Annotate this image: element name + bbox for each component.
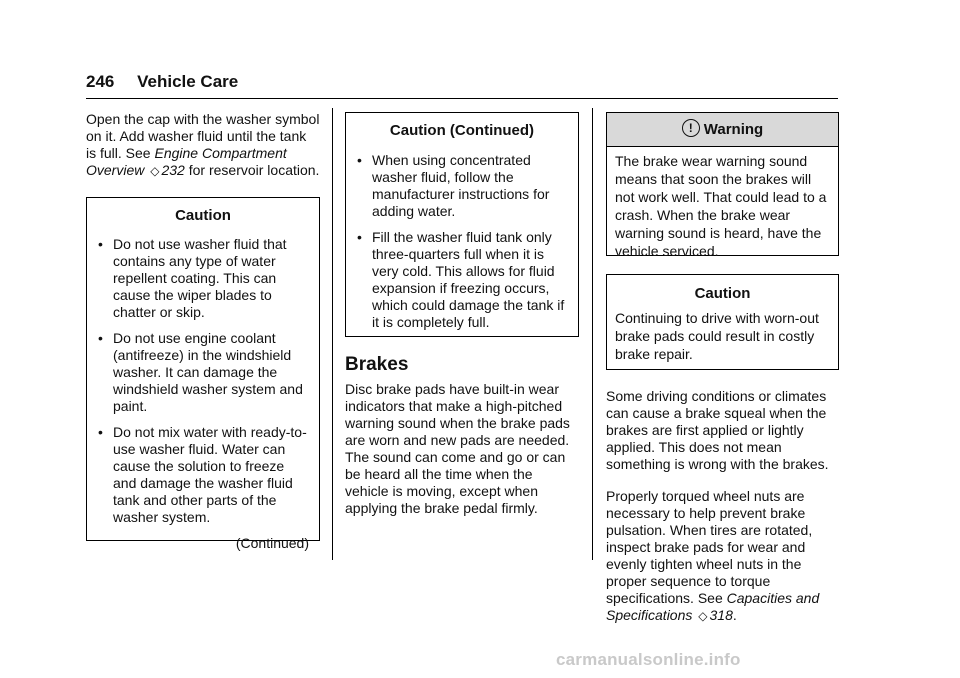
wheel-nuts-paragraph: Properly torqued wheel nuts are necessary to help prevent brake pulsation. When tires are rotated, inspect brake pads for wear and evenly tighten wheel nuts in the proper sequence to torque specifications. See Capacities and Specifications ◇ 318.	[606, 488, 820, 623]
page-ref-icon: ◇	[150, 164, 160, 178]
column-1	[86, 111, 320, 551]
column-3	[606, 112, 839, 625]
warning-icon: !	[682, 119, 700, 137]
page-header	[86, 72, 238, 92]
caution-title: Caution	[694, 285, 751, 302]
watermark: carmanualsonline.info	[556, 650, 741, 669]
column-2	[345, 112, 579, 517]
brake-squeal-paragraph: Some driving conditions or climates can cause a brake squeal when the brakes are first applied or lightly applied. This does not mean something is wrong with the brakes.	[606, 388, 829, 472]
brakes-heading: Brakes	[345, 354, 409, 375]
caution-continued-body	[346, 152, 578, 339]
ref-capacities[interactable]: Capacities and Specifications	[606, 590, 820, 623]
ref-page-318[interactable]: 318	[709, 607, 733, 623]
list-item: • Do not mix water with ready-to-use washer fluid. Water can cause the solution to freeze and damage the washer fluid tank and other parts of the washer system.	[98, 424, 307, 525]
ref-page-232[interactable]: 232	[161, 162, 185, 178]
caution-body	[607, 309, 838, 371]
caution-title: Caution	[175, 207, 231, 224]
warning-box	[606, 112, 839, 259]
list-item: • Do not use engine coolant (antifreeze) in the windshield washer. It can damage the windshield washer system and paint.	[98, 330, 303, 414]
washer-intro-paragraph: Open the cap with the washer symbol on it. Add washer fluid until the tank is full. See Engine Compartment Overview ◇ 232 for reservoir location.	[86, 111, 320, 178]
page-ref-icon: ◇	[698, 609, 708, 623]
list-item: • Do not use washer fluid that contains any type of water repellent coating. This can cause the wiper blades to chatter or skip.	[98, 236, 287, 320]
caution-body	[87, 236, 319, 560]
warning-header	[607, 113, 838, 147]
list-item: • When using concentrated washer fluid, follow the manufacturer instructions for adding water.	[357, 152, 550, 219]
caution-continued-title: Caution (Continued)	[389, 122, 535, 139]
caution-box-brakes	[606, 274, 839, 370]
caution-box-washer	[86, 197, 320, 551]
list-item: • Fill the washer fluid tank only three-quarters full when it is very cold. This allows for fluid expansion if freezing occurs, which could damage the tank if it is completely full.	[357, 229, 565, 330]
warning-body	[607, 147, 838, 268]
page-number: 246	[86, 72, 115, 91]
header-rule	[86, 98, 838, 99]
column-divider-right	[592, 108, 593, 560]
ref-engine-compartment[interactable]: Engine Compartment Overview	[86, 145, 287, 178]
column-divider-left	[332, 108, 333, 560]
continued-label: (Continued)	[235, 535, 309, 551]
brakes-paragraph: Disc brake pads have built-in wear indicators that make a high-pitched warning sound when the brake pads are worn and new pads are needed. The sound can come and go or can be heard all the time when the vehicle is moving, except when applying the brake pedal firmly.	[345, 381, 570, 516]
section-title: Vehicle Care	[137, 72, 239, 91]
caution-text: Continuing to drive with worn-out brake pads could result in costly brake repair.	[615, 310, 819, 362]
caution-continued-box	[345, 112, 579, 337]
warning-title: Warning	[703, 121, 764, 138]
warning-text: The brake wear warning sound means that soon the brakes will not work well. That could lead to a crash. When the brake wear warning sound is heard, have the vehicle serviced.	[615, 153, 827, 259]
